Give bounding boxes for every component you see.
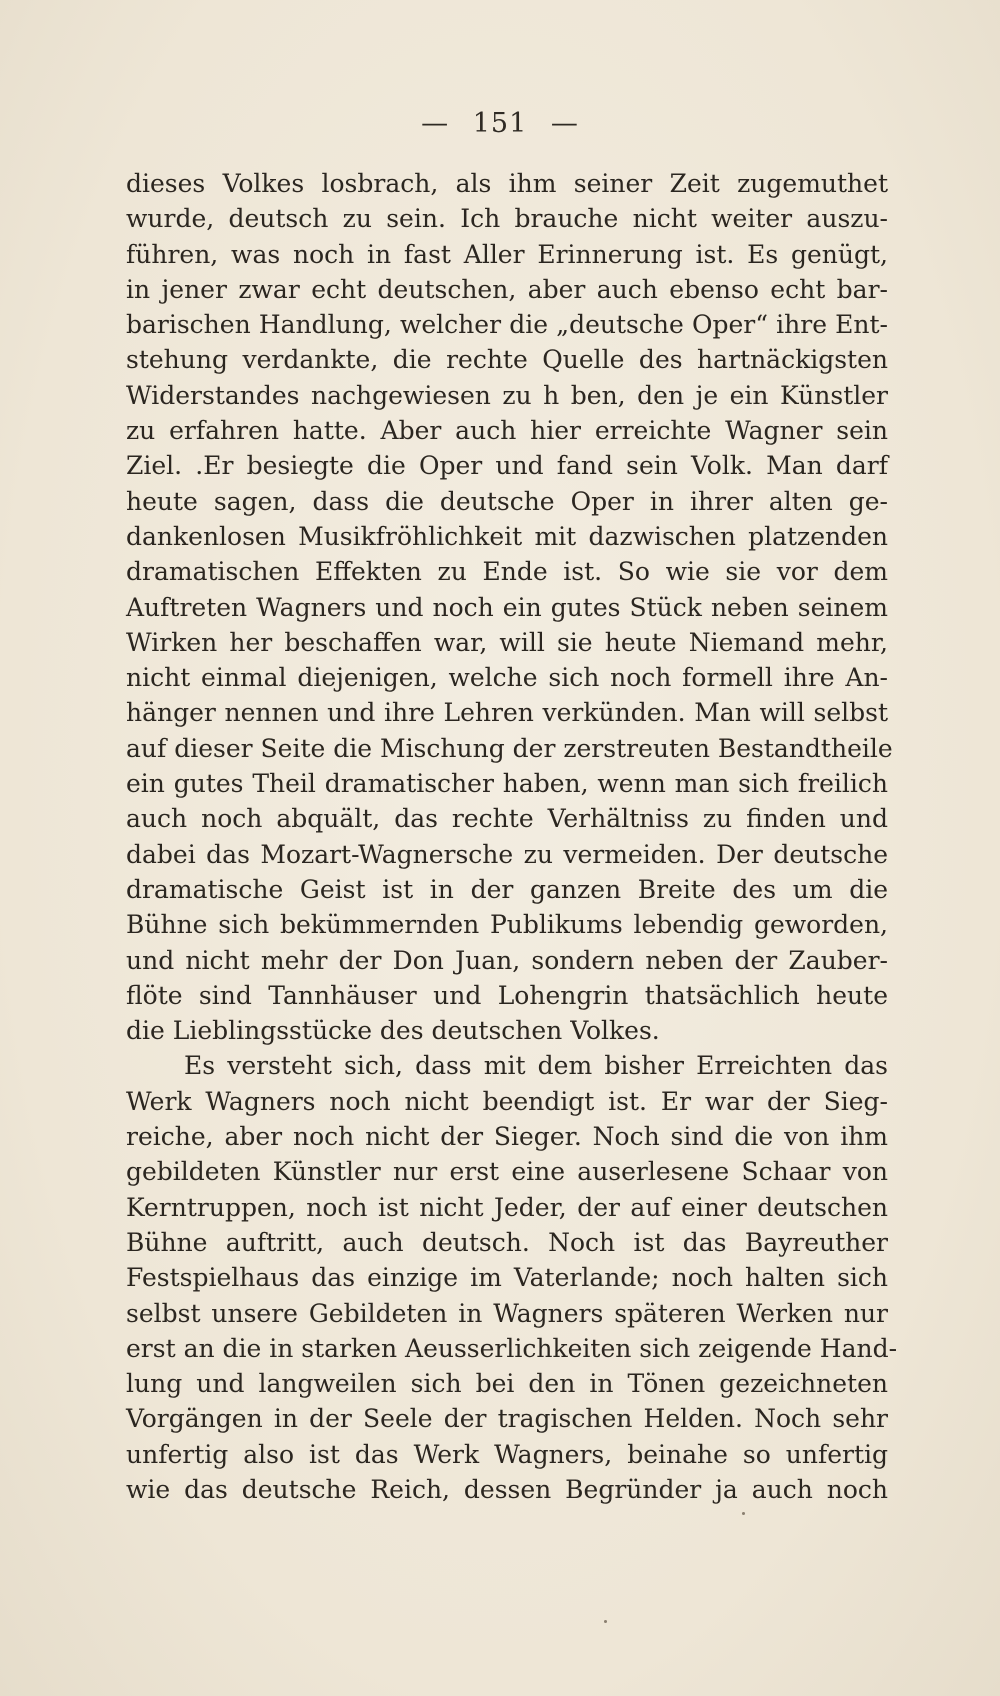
text-line: Vorgängen in der Seele der tragischen Helden. Noch sehr: [126, 1404, 888, 1434]
text-line: auf dieser Seite die Mischung der zerstreuten Bestandtheile: [126, 733, 893, 763]
text-line: selbst unsere Gebildeten in Wagners späteren Werken nur: [126, 1298, 888, 1328]
text-line: gebildeten Künstler nur erst eine auserlesene Schaar von: [126, 1157, 888, 1187]
text-line: Festspielhaus das einzige im Vaterlande; noch halten sich: [126, 1263, 888, 1293]
text-line: Bühne sich bekümmernden Publikums lebendig geworden,: [126, 910, 888, 940]
text-line: führen, was noch in fast Aller Erinnerung ist. Es genügt,: [126, 239, 888, 269]
page-number: — 151 —: [421, 108, 579, 139]
text-line: dramatische Geist ist in der ganzen Breite des um die: [126, 874, 888, 904]
text-line: dramatischen Effekten zu Ende ist. So wie sie vor dem: [126, 557, 888, 587]
text-line: heute sagen, dass die deutsche Oper in ihrer alten ge-: [126, 486, 888, 516]
text-line: hänger nennen und ihre Lehren verkünden. Man will selbst: [126, 698, 888, 728]
text-line: wurde, deutsch zu sein. Ich brauche nicht weiter auszu-: [126, 204, 888, 234]
text-line: barischen Handlung, welcher die „deutsche Oper“ ihre Ent-: [126, 310, 888, 340]
paragraph: [126, 166, 893, 1048]
text-line: ein gutes Theil dramatischer haben, wenn man sich freilich: [126, 769, 888, 799]
text-line: Auftreten Wagners und noch ein gutes Stück neben seinem: [126, 592, 888, 622]
text-line: auch noch abquält, das rechte Verhältniss zu finden und: [126, 804, 888, 834]
text-line: nicht einmal diejenigen, welche sich noch formell ihre An-: [126, 663, 888, 693]
text-line: Widerstandes nachgewiesen zu h ben, den je ein Künstler: [126, 380, 888, 410]
text-line: Ziel. .Er besiegte die Oper und fand sein Volk. Man darf: [126, 451, 888, 481]
text-line: wie das deutsche Reich, dessen Begründer ja auch noch: [126, 1474, 888, 1504]
text-line: und nicht mehr der Don Juan, sondern neben der Zauber-: [126, 945, 888, 975]
body-text: [126, 166, 898, 1507]
text-line: Kerntruppen, noch ist nicht Jeder, der auf einer deutschen: [126, 1192, 888, 1222]
text-line: erst an die in starken Aeusserlichkeiten sich zeigende Hand-: [126, 1333, 898, 1363]
paper-speck: [742, 1512, 745, 1515]
text-line: flöte sind Tannhäuser und Lohengrin thatsächlich heute: [126, 980, 888, 1010]
text-line: stehung verdankte, die rechte Quelle des hartnäckigsten: [126, 345, 888, 375]
paper-speck: [604, 1620, 607, 1623]
text-line: Bühne auftritt, auch deutsch. Noch ist das Bayreuther: [126, 1227, 888, 1257]
text-line: Wirken her beschaffen war, will sie heute Niemand mehr,: [126, 627, 888, 657]
text-line: in jener zwar echt deutschen, aber auch ebenso echt bar-: [126, 274, 888, 304]
text-line: unfertig also ist das Werk Wagners, beinahe so unfertig: [126, 1439, 888, 1469]
text-line: Es versteht sich, dass mit dem bisher Erreichten das: [184, 1051, 888, 1081]
text-line: Werk Wagners noch nicht beendigt ist. Er war der Sieg-: [126, 1086, 888, 1116]
text-line: dankenlosen Musikfröhlichkeit mit dazwischen platzenden: [126, 521, 888, 551]
text-line: die Lieblingsstücke des deutschen Volkes.: [126, 1016, 660, 1046]
text-line: dieses Volkes losbrach, als ihm seiner Zeit zugemuthet: [126, 169, 888, 198]
text-line: zu erfahren hatte. Aber auch hier erreichte Wagner sein: [126, 416, 888, 446]
text-line: lung und langweilen sich bei den in Tönen gezeichneten: [126, 1369, 888, 1399]
paragraph: [126, 1048, 898, 1507]
text-line: dabei das Mozart-Wagnersche zu vermeiden. Der deutsche: [126, 839, 888, 869]
text-line: reiche, aber noch nicht der Sieger. Noch sind die von ihm: [126, 1122, 888, 1152]
